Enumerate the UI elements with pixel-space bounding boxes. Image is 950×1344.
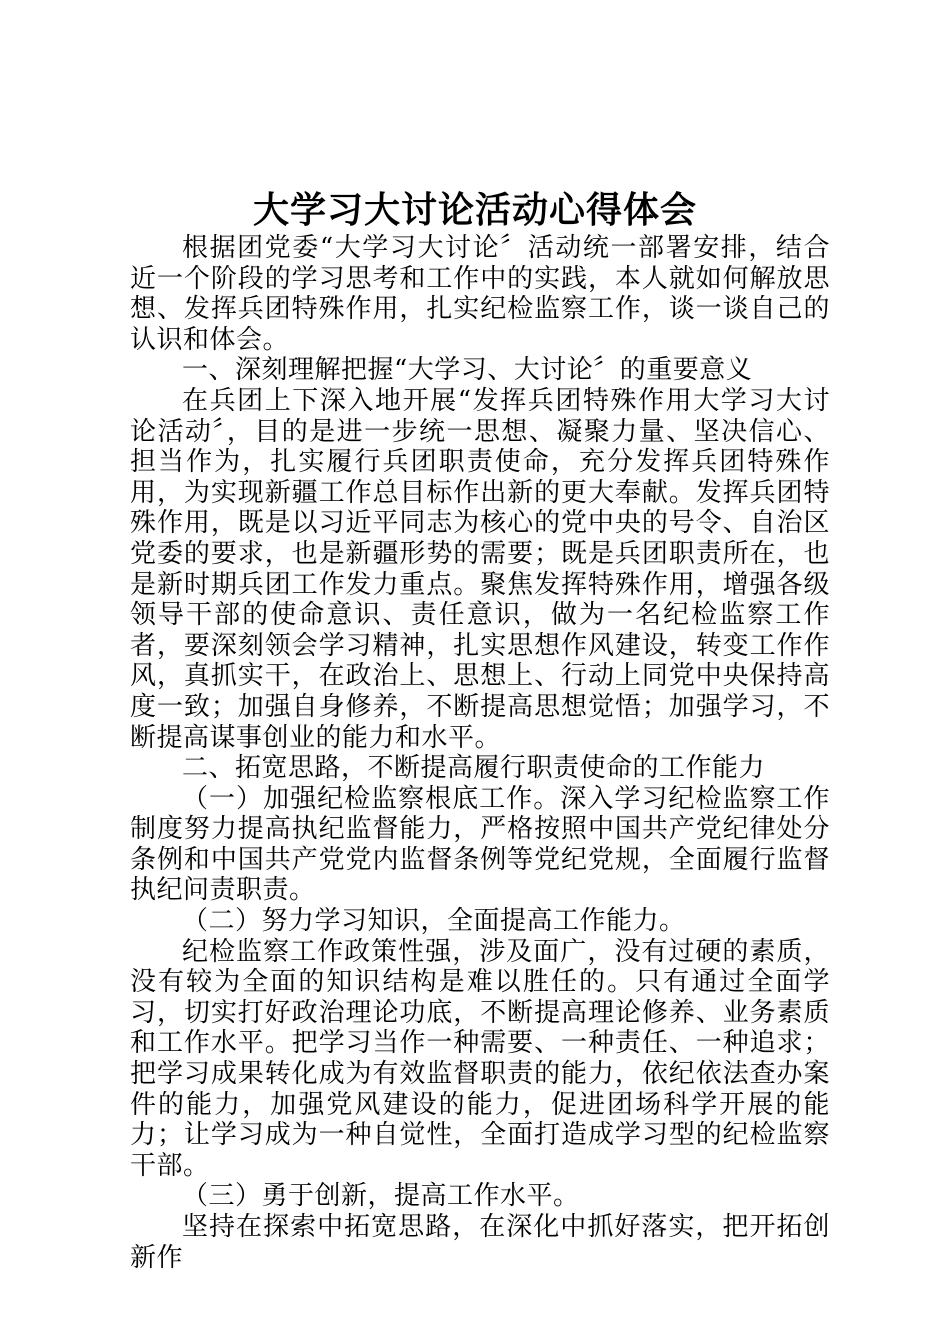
section-heading-1: 一、深刻理解把握“大学习、大讨论〞的重要意义 bbox=[182, 355, 753, 386]
subsection-heading-3: （三）勇于创新，提高工作水平。 bbox=[182, 1181, 580, 1212]
paragraph-section-1: 在兵团上下深入地开展“发挥兵团特殊作用大学习大讨论活动〞，目的是进一步统一思想、凝聚力量、坚决信心、担当作为，扎实履行兵团职责使命，充分发挥兵团特殊作用，为实现新疆工作总目标作出新的更大奉献。发挥兵团特殊作用，既是以习近平同志为核心的党中央的号令、自治区党委的要求，也是新疆形势的需要；既是兵团职责所在，也是新时期兵团工作发力重点。聚焦发挥特殊作用，增强各级领导干部的使命意识、责任意识，做为一名纪检监察工作者，要深刻领会学习精神，扎实思想作风建设，转变工作作风，真抓实干，在政治上、思想上、行动上同党中央保持高度一致；加强自身修养，不断提高思想觉悟；加强学习，不断提高谋事创业的能力和水平。 bbox=[130, 385, 830, 753]
subsection-heading-2: （二）努力学习知识，全面提高工作能力。 bbox=[182, 906, 686, 937]
document-title: 大学习大讨论活动心得体会 bbox=[252, 189, 697, 231]
paragraph-subsection-2: 纪检监察工作政策性强，涉及面广，没有过硬的素质，没有较为全面的知识结构是难以胜任的。只有通过全面学习，切实打好政治理论功底，不断提高理论修养、业务素质和工作水平。把学习当作一种需要、一种责任、一种追求；把学习成果转化成为有效监督职责的能力，依纪依法查办案件的能力，加强党风建设的能力，促进团场科学开展的能力；让学习成为一种自觉性，全面打造成学习型的纪检监察干部。 bbox=[130, 936, 830, 1181]
section-heading-2: 二、拓宽思路，不断提高履行职责使命的工作能力 bbox=[182, 753, 766, 784]
document-body bbox=[130, 233, 830, 1273]
paragraph-subsection-3: 坚持在探索中拓宽思路，在深化中抓好落实，把开拓创新作 bbox=[130, 1212, 830, 1273]
paragraph-intro: 根据团党委“大学习大讨论〞活动统一部署安排，结合近一个阶段的学习思考和工作中的实践，本人就如何解放思想、发挥兵团特殊作用，扎实纪检监察工作，谈一谈自己的认识和体会。 bbox=[130, 233, 830, 355]
paragraph-subsection-1: （一）加强纪检监察根底工作。深入学习纪检监察工作制度努力提高执纪监督能力，严格按照中国共产党纪律处分条例和中国共产党党内监督条例等党纪党规，全面履行监督执纪问责职责。 bbox=[130, 783, 830, 906]
